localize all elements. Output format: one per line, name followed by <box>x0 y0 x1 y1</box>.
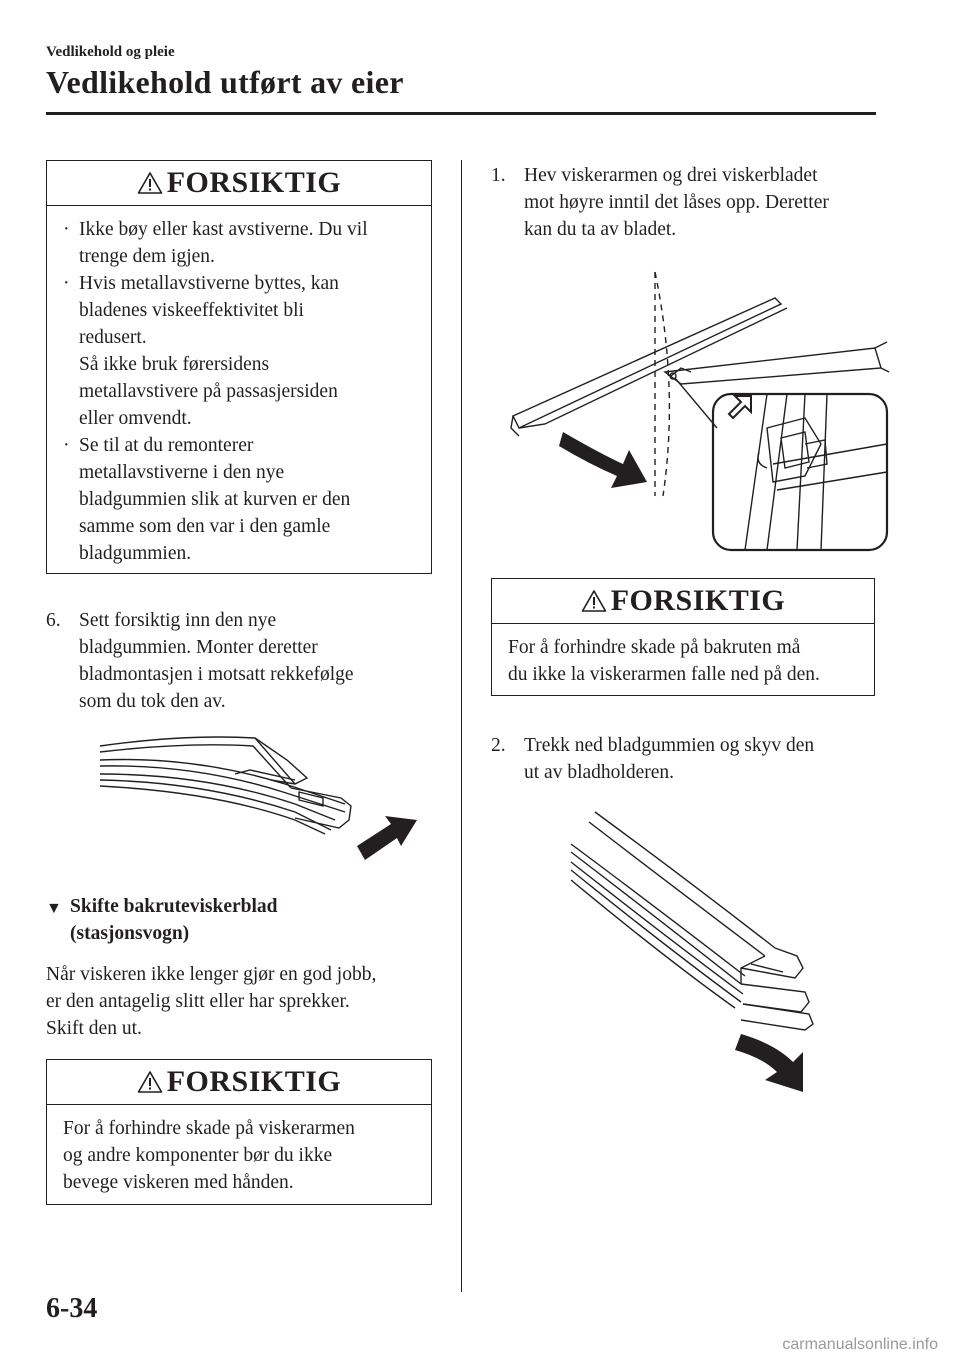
step-number: 6. <box>46 610 61 631</box>
push-arrow-icon <box>357 816 417 860</box>
caution-bullet <box>63 216 419 270</box>
caution-heading-3 <box>492 579 874 624</box>
caution-bullet <box>63 270 419 432</box>
blade-insertion-illustration <box>95 720 425 870</box>
caution-box-2 <box>46 1059 432 1205</box>
subsection-heading <box>46 893 277 947</box>
column-divider <box>461 160 462 1292</box>
down-triangle-icon: ▼ <box>46 900 62 917</box>
blade-removal-illustration <box>565 808 835 1078</box>
bullet-dot: · <box>63 435 70 456</box>
warning-triangle-icon <box>581 589 607 613</box>
step-text: Hev viskerarmen og drei viskerbladet mot høyre inntil det låses opp. Deretter kan du ta av bladet. <box>524 165 829 240</box>
bullet-dot: · <box>63 273 70 294</box>
caution-box-3 <box>491 578 875 696</box>
unlock-arrow-icon <box>729 396 751 418</box>
caution-bullet <box>63 432 419 567</box>
step-6 <box>46 607 436 715</box>
step-2 <box>491 732 891 786</box>
rotate-arrow-icon <box>559 432 647 488</box>
caution-box-1 <box>46 160 432 574</box>
page-title: Vedlikehold utført av eier <box>46 64 404 100</box>
caution-heading-text: FORSIKTIG <box>166 166 342 199</box>
bullet-text: Ikke bøy eller kast avstiverne. Du vil trenge dem igjen. <box>79 219 368 267</box>
step-text: Sett forsiktig inn den nye bladgummien. Monter deretter bladmontasjen i motsatt rekkefølge som du tok den av. <box>79 610 354 712</box>
caution-heading-2 <box>47 1060 431 1105</box>
caution-heading-text: FORSIKTIG <box>610 584 786 617</box>
subsection-title: Skifte bakruteviskerblad (stasjonsvogn) <box>70 896 278 944</box>
bullet-dot: · <box>63 219 70 240</box>
bullet-text: Hvis metallavstiverne byttes, kan bladenes viskeeffektivitet bli redusert. Så ikke bruk førersidens metallavstivere på passasjersiden eller omvendt. <box>79 273 339 429</box>
warning-triangle-icon <box>137 1070 163 1094</box>
intro-paragraph: Når viskeren ikke lenger gjør en god jobb, er den antagelig slitt eller har sprekker. Skift den ut. <box>46 964 377 1039</box>
wiper-arm-unlock-illustration <box>505 268 890 553</box>
step-number: 1. <box>491 165 506 186</box>
title-rule <box>46 112 876 115</box>
caution-heading-1 <box>47 161 431 206</box>
page-number: 6-34 <box>46 1293 98 1324</box>
section-label: Vedlikehold og pleie <box>46 44 175 60</box>
step-1 <box>491 162 891 243</box>
detail-inset <box>713 394 887 550</box>
step-text: Trekk ned bladgummien og skyv den ut av bladholderen. <box>524 735 815 783</box>
bullet-text: Se til at du remonterer metallavstiverne i den nye bladgummien slik at kurven er den samme som den var i den gamle bladgummien. <box>79 435 351 564</box>
caution-heading-text: FORSIKTIG <box>166 1065 342 1098</box>
caution-body-3: For å forhindre skade på bakruten må du ikke la viskerarmen falle ned på den. <box>508 637 820 685</box>
pull-down-arrow-icon <box>735 1034 803 1092</box>
caution-body-1 <box>47 206 431 579</box>
watermark: carmanualsonline.info <box>782 1336 938 1353</box>
caution-body-2: For å forhindre skade på viskerarmen og andre komponenter bør du ikke bevege viskeren med hånden. <box>63 1118 355 1193</box>
warning-triangle-icon <box>137 171 163 195</box>
step-number: 2. <box>491 735 506 756</box>
